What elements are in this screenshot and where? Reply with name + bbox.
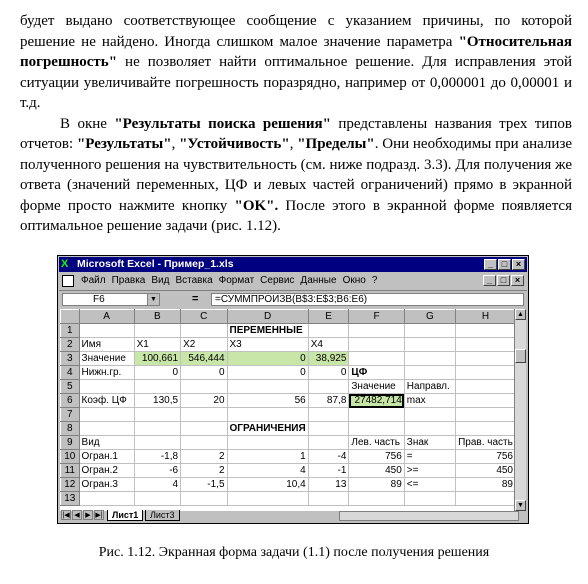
cell[interactable]: 89 [456, 478, 516, 492]
tab-sheet1[interactable]: Лист1 [107, 510, 143, 521]
cell[interactable] [456, 380, 516, 394]
cell[interactable] [134, 408, 180, 422]
cell[interactable]: 0 [227, 352, 308, 366]
row-header[interactable]: 5 [61, 380, 80, 394]
row-header[interactable]: 12 [61, 478, 80, 492]
cell[interactable] [308, 408, 349, 422]
cell[interactable]: Вид [79, 436, 134, 450]
cell[interactable]: <= [404, 478, 455, 492]
table-row [61, 324, 516, 338]
window-title: Microsoft Excel - Пример_1.xls [77, 258, 234, 270]
cell[interactable]: Направл. [404, 380, 455, 394]
tab-sheet3[interactable]: Лист3 [145, 510, 180, 521]
sheet-tabs-bar [59, 510, 527, 522]
cell[interactable] [134, 436, 180, 450]
cell[interactable]: 20 [181, 394, 227, 408]
cell[interactable] [349, 338, 404, 352]
chevron-down-icon[interactable]: ▼ [147, 294, 159, 305]
cell[interactable] [79, 380, 134, 394]
excel-window [57, 255, 529, 524]
cell[interactable] [227, 492, 308, 506]
cell[interactable]: 756 [456, 450, 516, 464]
cell[interactable]: Огран.3 [79, 478, 134, 492]
cell[interactable]: -4 [308, 450, 349, 464]
table-row [61, 338, 516, 352]
document-icon[interactable] [62, 275, 74, 287]
cell[interactable]: 1 [227, 450, 308, 464]
row-header[interactable]: 2 [61, 338, 80, 352]
cell[interactable]: 89 [349, 478, 404, 492]
cell[interactable]: X2 [181, 338, 227, 352]
cell[interactable] [349, 352, 404, 366]
table-row [61, 352, 516, 366]
cell[interactable] [308, 324, 349, 338]
menu-bar [59, 273, 527, 289]
cell[interactable]: Значение [349, 380, 404, 394]
cell[interactable]: X4 [308, 338, 349, 352]
cell[interactable] [404, 352, 455, 366]
cell[interactable]: 756 [349, 450, 404, 464]
cell[interactable]: -1,8 [134, 450, 180, 464]
cell[interactable] [308, 380, 349, 394]
cell[interactable] [404, 338, 455, 352]
cell[interactable]: = [404, 450, 455, 464]
cell[interactable] [181, 422, 227, 436]
cell[interactable]: 4 [134, 478, 180, 492]
cell[interactable] [227, 408, 308, 422]
worksheet-grid[interactable] [60, 309, 516, 511]
cell[interactable]: 450 [349, 464, 404, 478]
row-header[interactable]: 9 [61, 436, 80, 450]
cell[interactable] [456, 352, 516, 366]
cell[interactable]: ОГРАНИЧЕНИЯ [227, 422, 308, 436]
cell[interactable] [404, 366, 455, 380]
menu-item[interactable]: Правка [111, 275, 146, 286]
cell[interactable] [79, 492, 134, 506]
minimize-button[interactable]: _ [484, 259, 497, 270]
formula-bar [59, 290, 527, 308]
cell[interactable] [79, 408, 134, 422]
cell[interactable] [456, 408, 516, 422]
cell[interactable]: 2 [181, 464, 227, 478]
cell[interactable] [456, 324, 516, 338]
cell[interactable]: ПЕРЕМЕННЫЕ [227, 324, 308, 338]
cell[interactable] [404, 422, 455, 436]
cell[interactable]: 100,661 [134, 352, 180, 366]
column-header[interactable]: H [456, 310, 516, 324]
menu-item[interactable]: ? [371, 275, 378, 286]
menu-item[interactable]: Формат [218, 275, 255, 286]
menu-item[interactable]: Данные [300, 275, 337, 286]
maximize-button[interactable]: □ [498, 259, 511, 270]
row-header[interactable]: 7 [61, 408, 80, 422]
cell[interactable] [456, 394, 516, 408]
cell[interactable]: ЦФ [349, 366, 404, 380]
menu-item[interactable]: Окно [342, 275, 366, 286]
prev-sheet-icon[interactable]: ◀ [72, 510, 82, 520]
row-header[interactable]: 13 [61, 492, 80, 506]
cell[interactable]: 0 [134, 366, 180, 380]
row-header[interactable]: 11 [61, 464, 80, 478]
table-row [61, 450, 516, 464]
column-header[interactable]: B [134, 310, 180, 324]
cell[interactable] [404, 492, 455, 506]
cell[interactable]: Нижн.гр. [79, 366, 134, 380]
cell[interactable]: 0 [308, 366, 349, 380]
cell[interactable] [134, 324, 180, 338]
menu-item[interactable]: Сервис [260, 275, 295, 286]
table-row [61, 366, 516, 380]
cell[interactable]: -1,5 [181, 478, 227, 492]
row-header[interactable]: 6 [61, 394, 80, 408]
scroll-up-icon[interactable]: ▲ [515, 309, 526, 320]
figure-caption: Рис. 1.12. Экранная форма задачи (1.1) после получения решения [98, 545, 490, 560]
table-row [61, 478, 516, 492]
cell[interactable]: 546,444 [181, 352, 227, 366]
cell[interactable]: X1 [134, 338, 180, 352]
table-row [61, 394, 516, 408]
cell[interactable] [456, 422, 516, 436]
table-row [61, 422, 516, 436]
horizontal-scrollbar[interactable] [339, 511, 519, 521]
cell[interactable] [227, 380, 308, 394]
cell[interactable] [456, 338, 516, 352]
cell[interactable] [349, 422, 404, 436]
cell[interactable] [134, 492, 180, 506]
cell[interactable] [181, 380, 227, 394]
cell[interactable]: 450 [456, 464, 516, 478]
title-bar [59, 257, 527, 272]
cell[interactable] [308, 436, 349, 450]
equals-icon[interactable]: = [192, 293, 199, 305]
vertical-scrollbar[interactable] [514, 309, 526, 511]
select-all-corner[interactable] [61, 310, 80, 324]
cell[interactable] [181, 324, 227, 338]
scroll-down-icon[interactable]: ▼ [515, 500, 526, 511]
column-header[interactable]: G [404, 310, 455, 324]
cell[interactable] [456, 366, 516, 380]
row-header[interactable]: 8 [61, 422, 80, 436]
cell[interactable]: 2 [181, 450, 227, 464]
cell[interactable] [404, 324, 455, 338]
row-header[interactable]: 3 [61, 352, 80, 366]
cell[interactable]: Лев. часть [349, 436, 404, 450]
cell[interactable]: 87,8 [308, 394, 349, 408]
cell[interactable]: Значение [79, 352, 134, 366]
cell[interactable]: 4 [227, 464, 308, 478]
column-header[interactable]: F [349, 310, 404, 324]
menu-item[interactable]: Вставка [175, 275, 213, 286]
cell[interactable] [308, 422, 349, 436]
row-header[interactable]: 10 [61, 450, 80, 464]
doc-minimize-button[interactable]: _ [483, 275, 496, 286]
cell[interactable]: 130,5 [134, 394, 180, 408]
menu-item[interactable]: Файл [81, 275, 106, 286]
column-header[interactable]: A [79, 310, 134, 324]
cell[interactable]: Имя [79, 338, 134, 352]
cell[interactable]: Коэф. ЦФ [79, 394, 134, 408]
close-button[interactable]: × [512, 259, 525, 270]
cell[interactable] [181, 492, 227, 506]
cell[interactable]: 0 [227, 366, 308, 380]
cell[interactable]: 0 [181, 366, 227, 380]
paragraph-1: будет выдано соответствующее сообщение с указанием причины, по которой решение не найдено. Иногда слишком малое значение параметра "Относительная погрешность" не позволяет найти оптимальное решение. Для исправления этой ситуации увеличивайте погрешность поразрядно, например от 0,000001 до 0,00001 и т.д. В окне "Результаты поиска решения" представлены названия трех типов отчетов: "Результаты", "Устойчивость", "Пределы". Они необходимы при анализе полученного решения на чувствительность (см. ниже подразд. 3.3). Для получения же ответа (значений переменных, ЦФ и левых частей ограничений) прямо в экранной форме просто нажмите кнопку "OK". После этого в экранной форме появляется оптимальное решение задачи (рис. 1.12). [20, 13, 573, 234]
table-row [61, 464, 516, 478]
cell[interactable] [79, 324, 134, 338]
column-header[interactable]: C [181, 310, 227, 324]
last-sheet-icon[interactable]: ▶| [95, 512, 103, 519]
cell[interactable] [349, 324, 404, 338]
cell[interactable] [134, 380, 180, 394]
cell[interactable]: Прав. часть [456, 436, 516, 450]
cell[interactable]: Огран.1 [79, 450, 134, 464]
cell[interactable] [134, 422, 180, 436]
first-sheet-icon[interactable]: |◀ [62, 512, 70, 519]
table-row [61, 408, 516, 422]
doc-close-button[interactable]: × [511, 275, 524, 286]
cell[interactable] [456, 492, 516, 506]
cell[interactable] [181, 408, 227, 422]
formula-input[interactable]: =СУММПРОИЗВ(B$3:E$3;B6:E6) [211, 293, 524, 306]
cell[interactable] [349, 408, 404, 422]
row-header[interactable]: 1 [61, 324, 80, 338]
cell[interactable] [404, 408, 455, 422]
cell[interactable]: 56 [227, 394, 308, 408]
cell[interactable]: X3 [227, 338, 308, 352]
cell[interactable]: 13 [308, 478, 349, 492]
cell[interactable] [227, 436, 308, 450]
cell[interactable] [308, 492, 349, 506]
doc-restore-button[interactable]: □ [497, 275, 510, 286]
table-row [61, 380, 516, 394]
cell[interactable]: max [404, 394, 455, 408]
table-row [61, 492, 516, 506]
menu-item[interactable]: Вид [151, 275, 170, 286]
column-header[interactable]: E [308, 310, 349, 324]
name-box[interactable]: F6 ▼ [62, 293, 160, 306]
cell[interactable]: 27482,714 [349, 394, 404, 408]
table-row [61, 436, 516, 450]
excel-icon: X [61, 258, 69, 270]
cell[interactable]: Огран.2 [79, 464, 134, 478]
cell[interactable]: 38,925 [308, 352, 349, 366]
cell[interactable]: -1 [308, 464, 349, 478]
column-header[interactable]: D [227, 310, 308, 324]
cell[interactable] [181, 436, 227, 450]
cell[interactable] [349, 492, 404, 506]
row-header[interactable]: 4 [61, 366, 80, 380]
cell[interactable]: -6 [134, 464, 180, 478]
cell[interactable]: Знак [404, 436, 455, 450]
cell[interactable] [79, 422, 134, 436]
scroll-thumb[interactable] [515, 349, 526, 363]
cell[interactable]: >= [404, 464, 455, 478]
cell[interactable]: 10,4 [227, 478, 308, 492]
next-sheet-icon[interactable]: ▶ [83, 510, 93, 520]
